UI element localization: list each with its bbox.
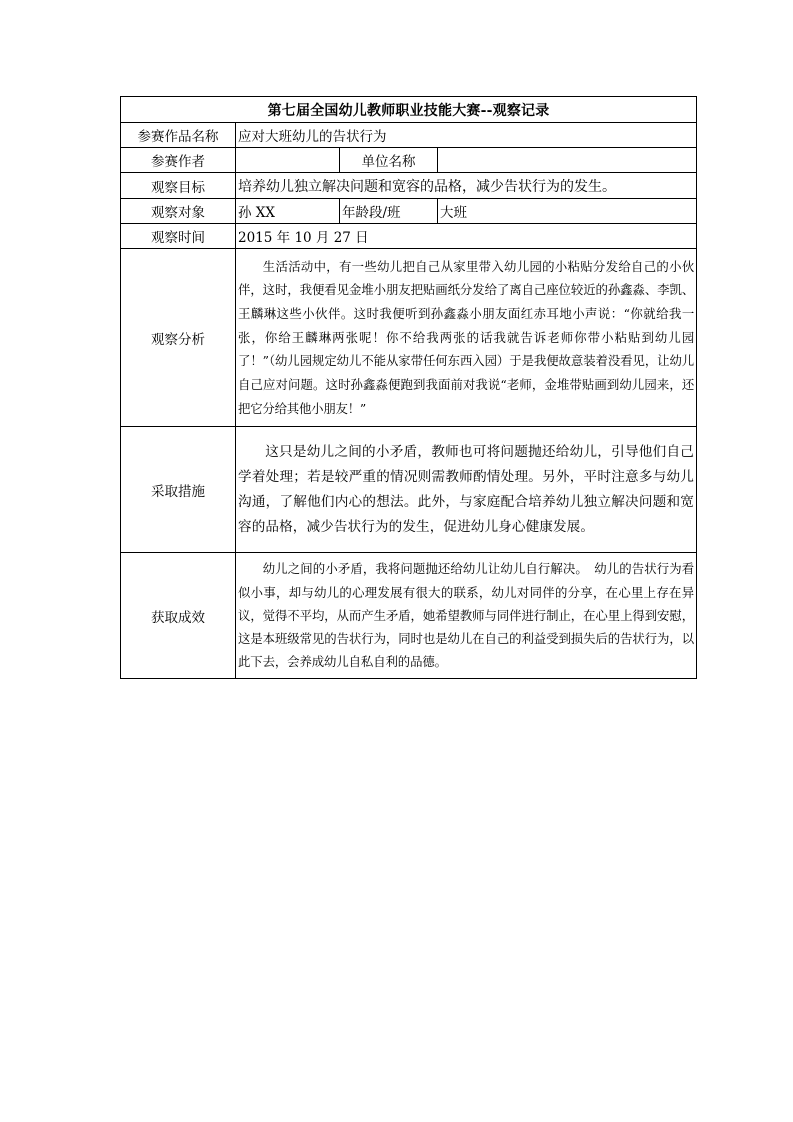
unit-label: 单位名称 xyxy=(340,148,438,173)
goal-row xyxy=(121,173,697,199)
analysis-row xyxy=(121,249,697,427)
work-name-row xyxy=(121,123,697,148)
analysis-label: 观察分析 xyxy=(121,249,236,427)
analysis-text: 生活活动中，有一些幼儿把自己从家里带入幼儿园的小粘贴分发给自己的小伙伴，这时，我便看见金堆小朋友把贴画纸分发给了离自己座位较近的孙鑫淼、李凯、王麟琳这些小伙伴。这时我便听到孙鑫淼小朋友面红赤耳地小声说：“你就给我一张，你给王麟琳两张呢！你不给我两张的话我就告诉老师你带小粘贴到幼儿园了！”（幼儿园规定幼儿不能从家带任何东西入园）于是我便故意装着没看见，让幼儿自己应对问题。这时孙鑫淼便跑到我面前对我说“老师，金堆带贴画到幼儿园来，还把它分给其他小朋友！” xyxy=(236,249,697,427)
results-label: 获取成效 xyxy=(121,553,236,679)
age-group-label: 年龄段/班 xyxy=(340,199,438,224)
time-value: 2015 年 10 月 27 日 xyxy=(236,224,697,249)
measures-row xyxy=(121,427,697,553)
author-value xyxy=(236,148,340,173)
author-row xyxy=(121,148,697,173)
subject-label: 观察对象 xyxy=(121,199,236,224)
subject-row xyxy=(121,199,697,224)
observation-record-table xyxy=(120,96,697,679)
age-group-value: 大班 xyxy=(438,199,697,224)
title-row xyxy=(121,97,697,123)
time-row xyxy=(121,224,697,249)
results-text: 幼儿之间的小矛盾，我将问题抛还给幼儿让幼儿自行解决。 幼儿的告状行为看似小事，却与幼儿的心理发展有很大的联系，幼儿对同伴的分享，在心里上存在异议，觉得不平均，从而产生矛盾，她希望教师与同伴进行制止，在心里上得到安慰，这是本班级常见的告状行为，同时也是幼儿在自己的利益受到损失后的告状行为，以此下去，会养成幼儿自私自利的品德。 xyxy=(236,553,697,679)
author-label: 参赛作者 xyxy=(121,148,236,173)
record-title: 第七届全国幼儿教师职业技能大赛--观察记录 xyxy=(121,97,697,123)
goal-value: 培养幼儿独立解决问题和宽容的品格，减少告状行为的发生。 xyxy=(236,173,697,199)
unit-value xyxy=(438,148,697,173)
work-name-value: 应对大班幼儿的告状行为 xyxy=(236,123,697,148)
time-label: 观察时间 xyxy=(121,224,236,249)
goal-label: 观察目标 xyxy=(121,173,236,199)
measures-label: 采取措施 xyxy=(121,427,236,553)
measures-text: 这只是幼儿之间的小矛盾，教师也可将问题抛还给幼儿，引导他们自己学着处理；若是较严重的情况则需教师酌情处理。另外，平时注意多与幼儿沟通，了解他们内心的想法。此外，与家庭配合培养幼儿独立解决问题和宽容的品格，减少告状行为的发生，促进幼儿身心健康发展。 xyxy=(236,427,697,553)
subject-value: 孙 XX xyxy=(236,199,340,224)
results-row xyxy=(121,553,697,679)
work-name-label: 参赛作品名称 xyxy=(121,123,236,148)
